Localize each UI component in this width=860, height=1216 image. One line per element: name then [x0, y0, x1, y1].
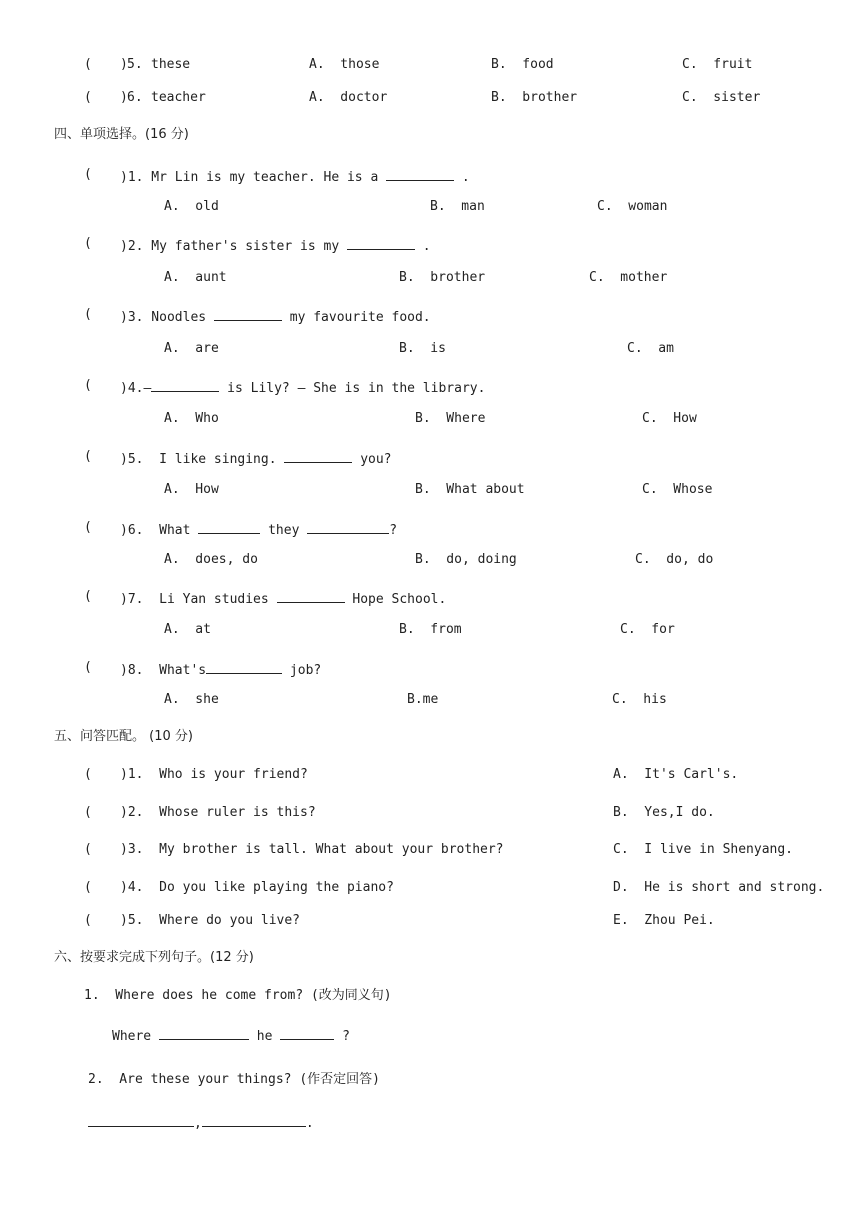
answer-paren: ( — [84, 57, 92, 72]
question-4-4: )4.— is Lily? — She is in the library. — [120, 378, 485, 397]
blank-line — [280, 1026, 334, 1040]
option-b: B. brother — [399, 270, 486, 285]
item-number: 5. — [127, 57, 143, 72]
blank-line — [206, 660, 282, 674]
blank-line — [307, 520, 389, 534]
answer-paren: ( — [84, 378, 92, 393]
answer-paren: ( — [84, 767, 92, 782]
item-word: these — [151, 57, 191, 72]
option-a: A. those — [309, 57, 380, 72]
item-word: teacher — [151, 90, 206, 105]
section-5-title: 五、问答匹配。 (10 分) — [54, 729, 193, 744]
answer-paren: ( — [84, 449, 92, 464]
option-a: A. aunt — [164, 270, 227, 285]
section-4-title: 四、单项选择。(16 分) — [54, 127, 189, 142]
option-b: B. Where — [415, 411, 486, 426]
answer-paren: ( — [84, 842, 92, 857]
question-4-3: )3. Noodles my favourite food. — [120, 307, 431, 326]
answer-paren: ( — [84, 520, 92, 535]
option-b: B. brother — [491, 90, 578, 105]
section-6-title: 六、按要求完成下列句子。(12 分) — [54, 950, 254, 965]
option-b: B. What about — [415, 482, 525, 497]
option-b: B. is — [399, 341, 446, 356]
answer-paren: ( — [84, 913, 92, 928]
blank-line — [198, 520, 260, 534]
rewrite-question-1: 1. Where does he come from? (改为同义句) — [84, 988, 392, 1003]
match-question: )1. Who is your friend? — [120, 767, 308, 782]
option-c: C. mother — [589, 270, 668, 285]
option-c: C. How — [642, 411, 697, 426]
match-question: )3. My brother is tall. What about your brother? — [120, 842, 504, 857]
blank-line — [151, 378, 219, 392]
blank-line — [284, 449, 352, 463]
answer-paren: ( — [84, 660, 92, 675]
match-answer: D. He is short and strong. — [613, 880, 825, 895]
option-a: A. are — [164, 341, 219, 356]
option-c: C. for — [620, 622, 675, 637]
option-a: A. How — [164, 482, 219, 497]
answer-paren: ( — [84, 307, 92, 322]
option-b: B. man — [430, 199, 485, 214]
rewrite-answer-line-1: Where he ? — [112, 1026, 350, 1045]
option-c: C. do, do — [635, 552, 714, 567]
answer-paren: ( — [84, 805, 92, 820]
question-4-7: )7. Li Yan studies Hope School. — [120, 589, 446, 608]
answer-paren: ( — [84, 589, 92, 604]
match-question: )2. Whose ruler is this? — [120, 805, 316, 820]
option-a: A. old — [164, 199, 219, 214]
option-c: C. woman — [597, 199, 668, 214]
match-answer: B. Yes,I do. — [613, 805, 715, 820]
option-c: C. his — [612, 692, 667, 707]
option-a: A. she — [164, 692, 219, 707]
blank-line — [386, 167, 454, 181]
option-a: A. Who — [164, 411, 219, 426]
question-4-8: )8. What's job? — [120, 660, 321, 679]
blank-line — [88, 1113, 194, 1127]
option-a: A. does, do — [164, 552, 258, 567]
blank-line — [159, 1026, 249, 1040]
match-answer: C. I live in Shenyang. — [613, 842, 794, 857]
rewrite-answer-line-2: , . — [88, 1113, 314, 1132]
answer-paren: ( — [84, 880, 92, 895]
option-c: C. fruit — [682, 57, 753, 72]
option-b: B. from — [399, 622, 462, 637]
answer-paren: ( — [84, 236, 92, 251]
blank-line — [277, 589, 345, 603]
question-4-5: )5. I like singing. you? — [120, 449, 392, 468]
option-c: C. am — [627, 341, 674, 356]
item-number: 6. — [127, 90, 143, 105]
option-a: A. doctor — [309, 90, 388, 105]
question-4-1: )1. Mr Lin is my teacher. He is a . — [120, 167, 470, 186]
match-answer: E. Zhou Pei. — [613, 913, 715, 928]
blank-line — [202, 1113, 306, 1127]
option-c: C. sister — [682, 90, 761, 105]
match-question: )4. Do you like playing the piano? — [120, 880, 394, 895]
item-number: ) — [120, 90, 128, 105]
rewrite-question-2: 2. Are these your things? (作否定回答) — [88, 1072, 380, 1087]
match-answer: A. It's Carl's. — [613, 767, 739, 782]
blank-line — [347, 236, 415, 250]
answer-paren: ( — [84, 167, 92, 182]
option-a: A. at — [164, 622, 211, 637]
option-b: B. do, doing — [415, 552, 517, 567]
option-b: B.me — [407, 692, 439, 707]
blank-line — [214, 307, 282, 321]
question-4-2: )2. My father's sister is my . — [120, 236, 431, 255]
option-c: C. Whose — [642, 482, 713, 497]
match-question: )5. Where do you live? — [120, 913, 301, 928]
item-number: ) — [120, 57, 128, 72]
question-4-6: )6. What they ? — [120, 520, 397, 539]
option-b: B. food — [491, 57, 554, 72]
answer-paren: ( — [84, 90, 92, 105]
